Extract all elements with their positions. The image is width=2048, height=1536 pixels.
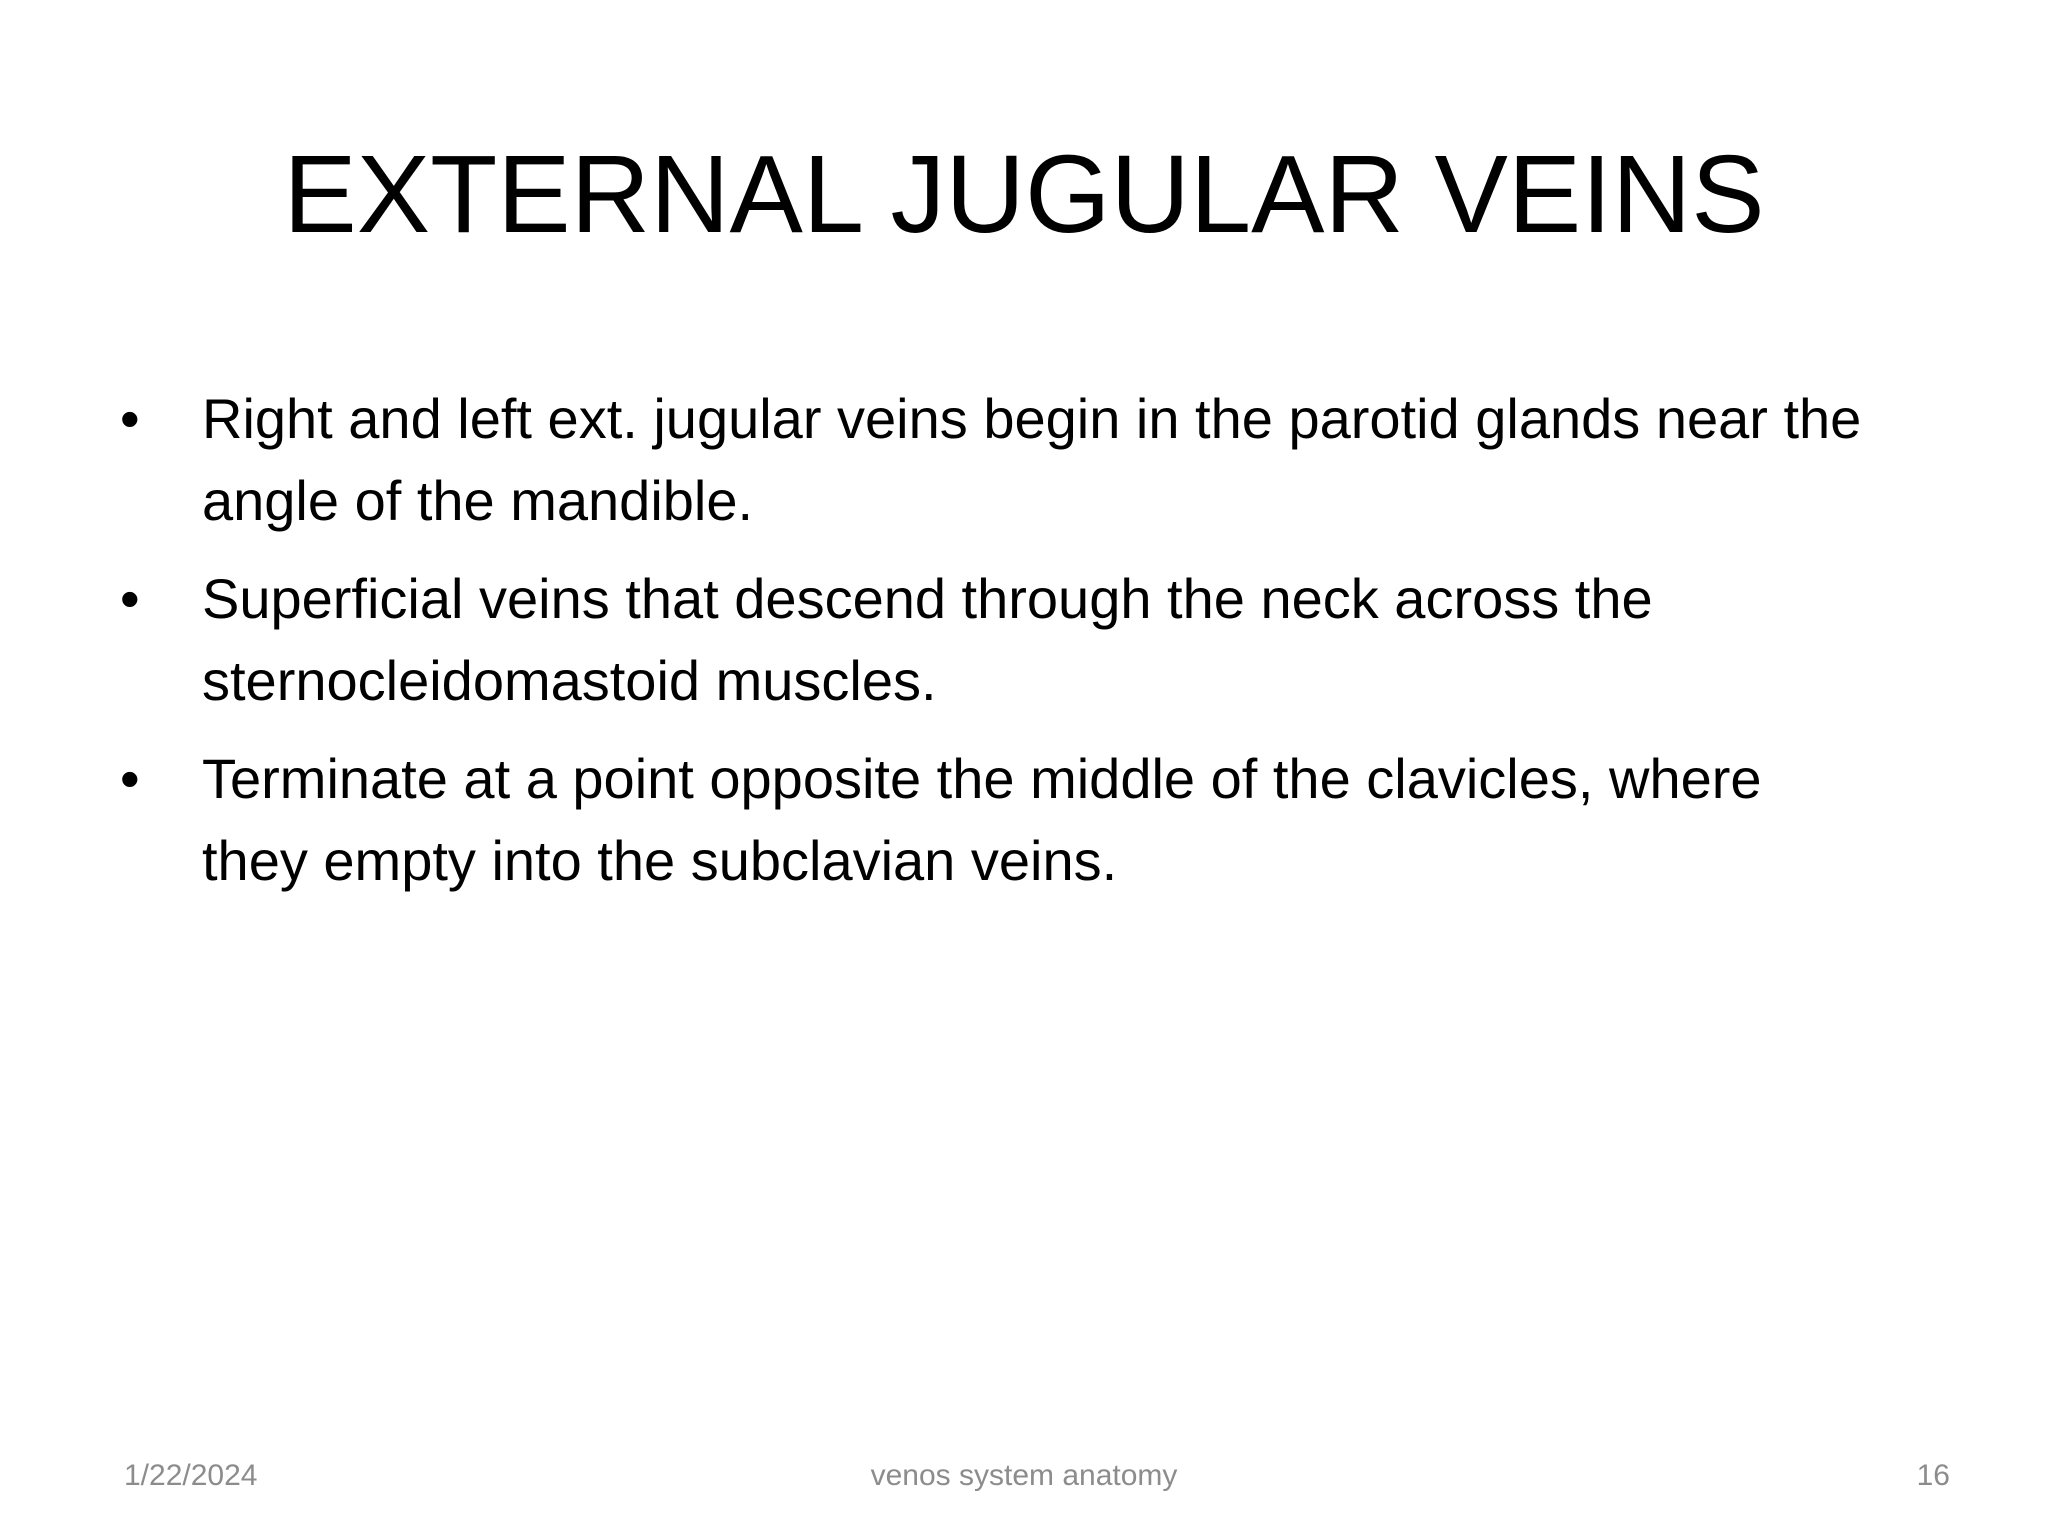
footer-date: 1/22/2024 (124, 1459, 258, 1492)
page-number: 16 (1916, 1459, 1950, 1492)
bullet-text: Terminate at a point opposite the middle of the clavicles, where they empty into the subclavian veins. (202, 747, 1762, 892)
footer-title: venos system anatomy (870, 1459, 1178, 1492)
bullet-list (120, 378, 1880, 918)
bullet-item (120, 378, 1880, 542)
bullet-item (120, 558, 1880, 722)
bullet-item (120, 738, 1880, 902)
bullet-text: Right and left ext. jugular veins begin in the parotid glands near the angle of the mandible. (202, 387, 1862, 532)
bullet-icon: • (120, 747, 140, 810)
bullet-text: Superficial veins that descend through the neck across the sternocleidomastoid muscles. (202, 567, 1653, 712)
slide-title: EXTERNAL JUGULAR VEINS (283, 133, 1765, 256)
bullet-icon: • (120, 567, 140, 630)
bullet-icon: • (120, 387, 140, 450)
